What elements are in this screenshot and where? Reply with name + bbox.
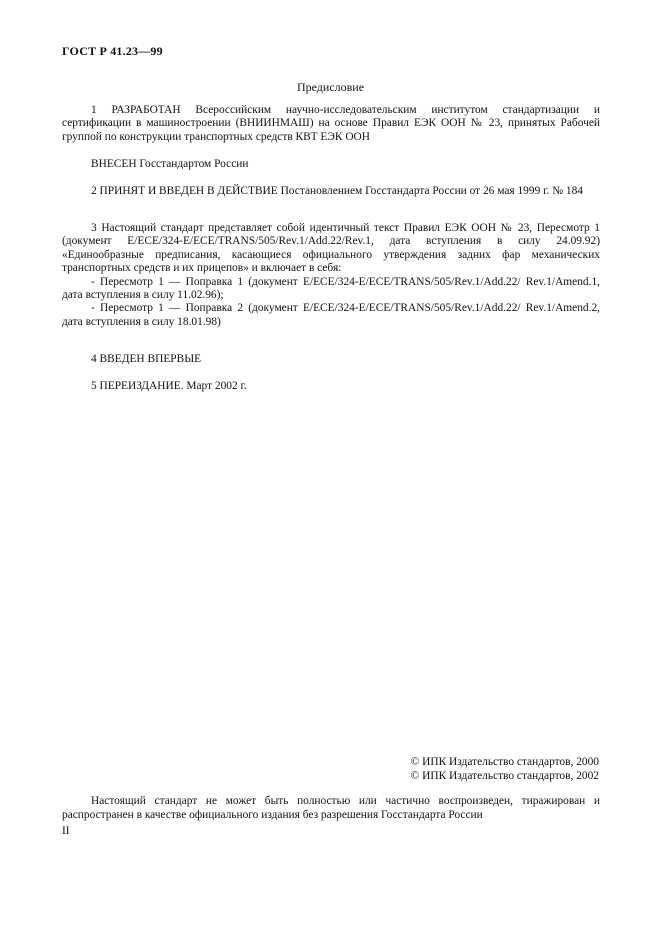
copyright-line-2000: © ИПК Издательство стандартов, 2000 <box>410 756 599 768</box>
reproduction-notice-text: Настоящий стандарт не может быть полностью или частично воспроизведен, тиражирован и распространен в качестве официального издания без разрешения Госстандарта России <box>62 795 600 821</box>
section-4-first-introduced: 4 ВВЕДЕН ВПЕРВЫЕ <box>91 353 202 366</box>
section-1-developed <box>62 104 600 144</box>
section-1-continuation: сертификации в машиностроении (ВНИИНМАШ) на основе Правил ЕЭК ООН № 23, принятых Рабочей группой по конструкции транспортных средств КВТ ЕЭК ООН <box>62 117 600 143</box>
section-3-identity: 3 Настоящий стандарт представляет собой идентичный текст Правил ЕЭК ООН № 23, Пересмотр 1 (документ E/ECE/324-E/ECE/TRANS/505/Rev.1/Add.22/Rev.1, дата вступления в силу 24.09.92) «Единообразные предписания, касающиеся официального утверждения задних фар механических транспортных средств и их прицепов» и включает в себя: <box>62 222 600 275</box>
foreword-title: Предисловие <box>296 80 365 94</box>
foreword-body <box>62 104 600 394</box>
copyright-line-2002: © ИПК Издательство стандартов, 2002 <box>410 769 599 782</box>
copyright-block <box>411 756 599 783</box>
section-3-amendment-1: - Пересмотр 1 — Поправка 1 (документ E/ECE/324-E/ECE/TRANS/505/Rev.1/Add.22/ Rev.1/Amend.1, дата вступления в силу 11.02.96); <box>62 275 600 302</box>
section-1-introduced: ВНЕСЕН Госстандартом России <box>91 157 249 170</box>
section-1-line-1: 1 РАЗРАБОТАН Всероссийским научно-исследовательским институтом стандартизации и <box>91 104 600 116</box>
page-number: II <box>62 825 70 837</box>
document-code-header: ГОСТ Р 41.23—99 <box>62 44 163 58</box>
section-2-adopted: 2 ПРИНЯТ И ВВЕДЕН В ДЕЙСТВИЕ Постановлением Госстандарта России от 26 мая 1999 г. № 184 <box>91 184 583 197</box>
section-3-amendment-2: - Пересмотр 1 — Поправка 2 (документ E/ECE/324-E/ECE/TRANS/505/Rev.1/Add.22/ Rev.1/Amend.2, дата вступления в силу 18.01.98) <box>62 302 600 328</box>
reproduction-notice <box>62 795 600 822</box>
section-5-reissue: 5 ПЕРЕИЗДАНИЕ. Март 2002 г. <box>91 380 247 393</box>
